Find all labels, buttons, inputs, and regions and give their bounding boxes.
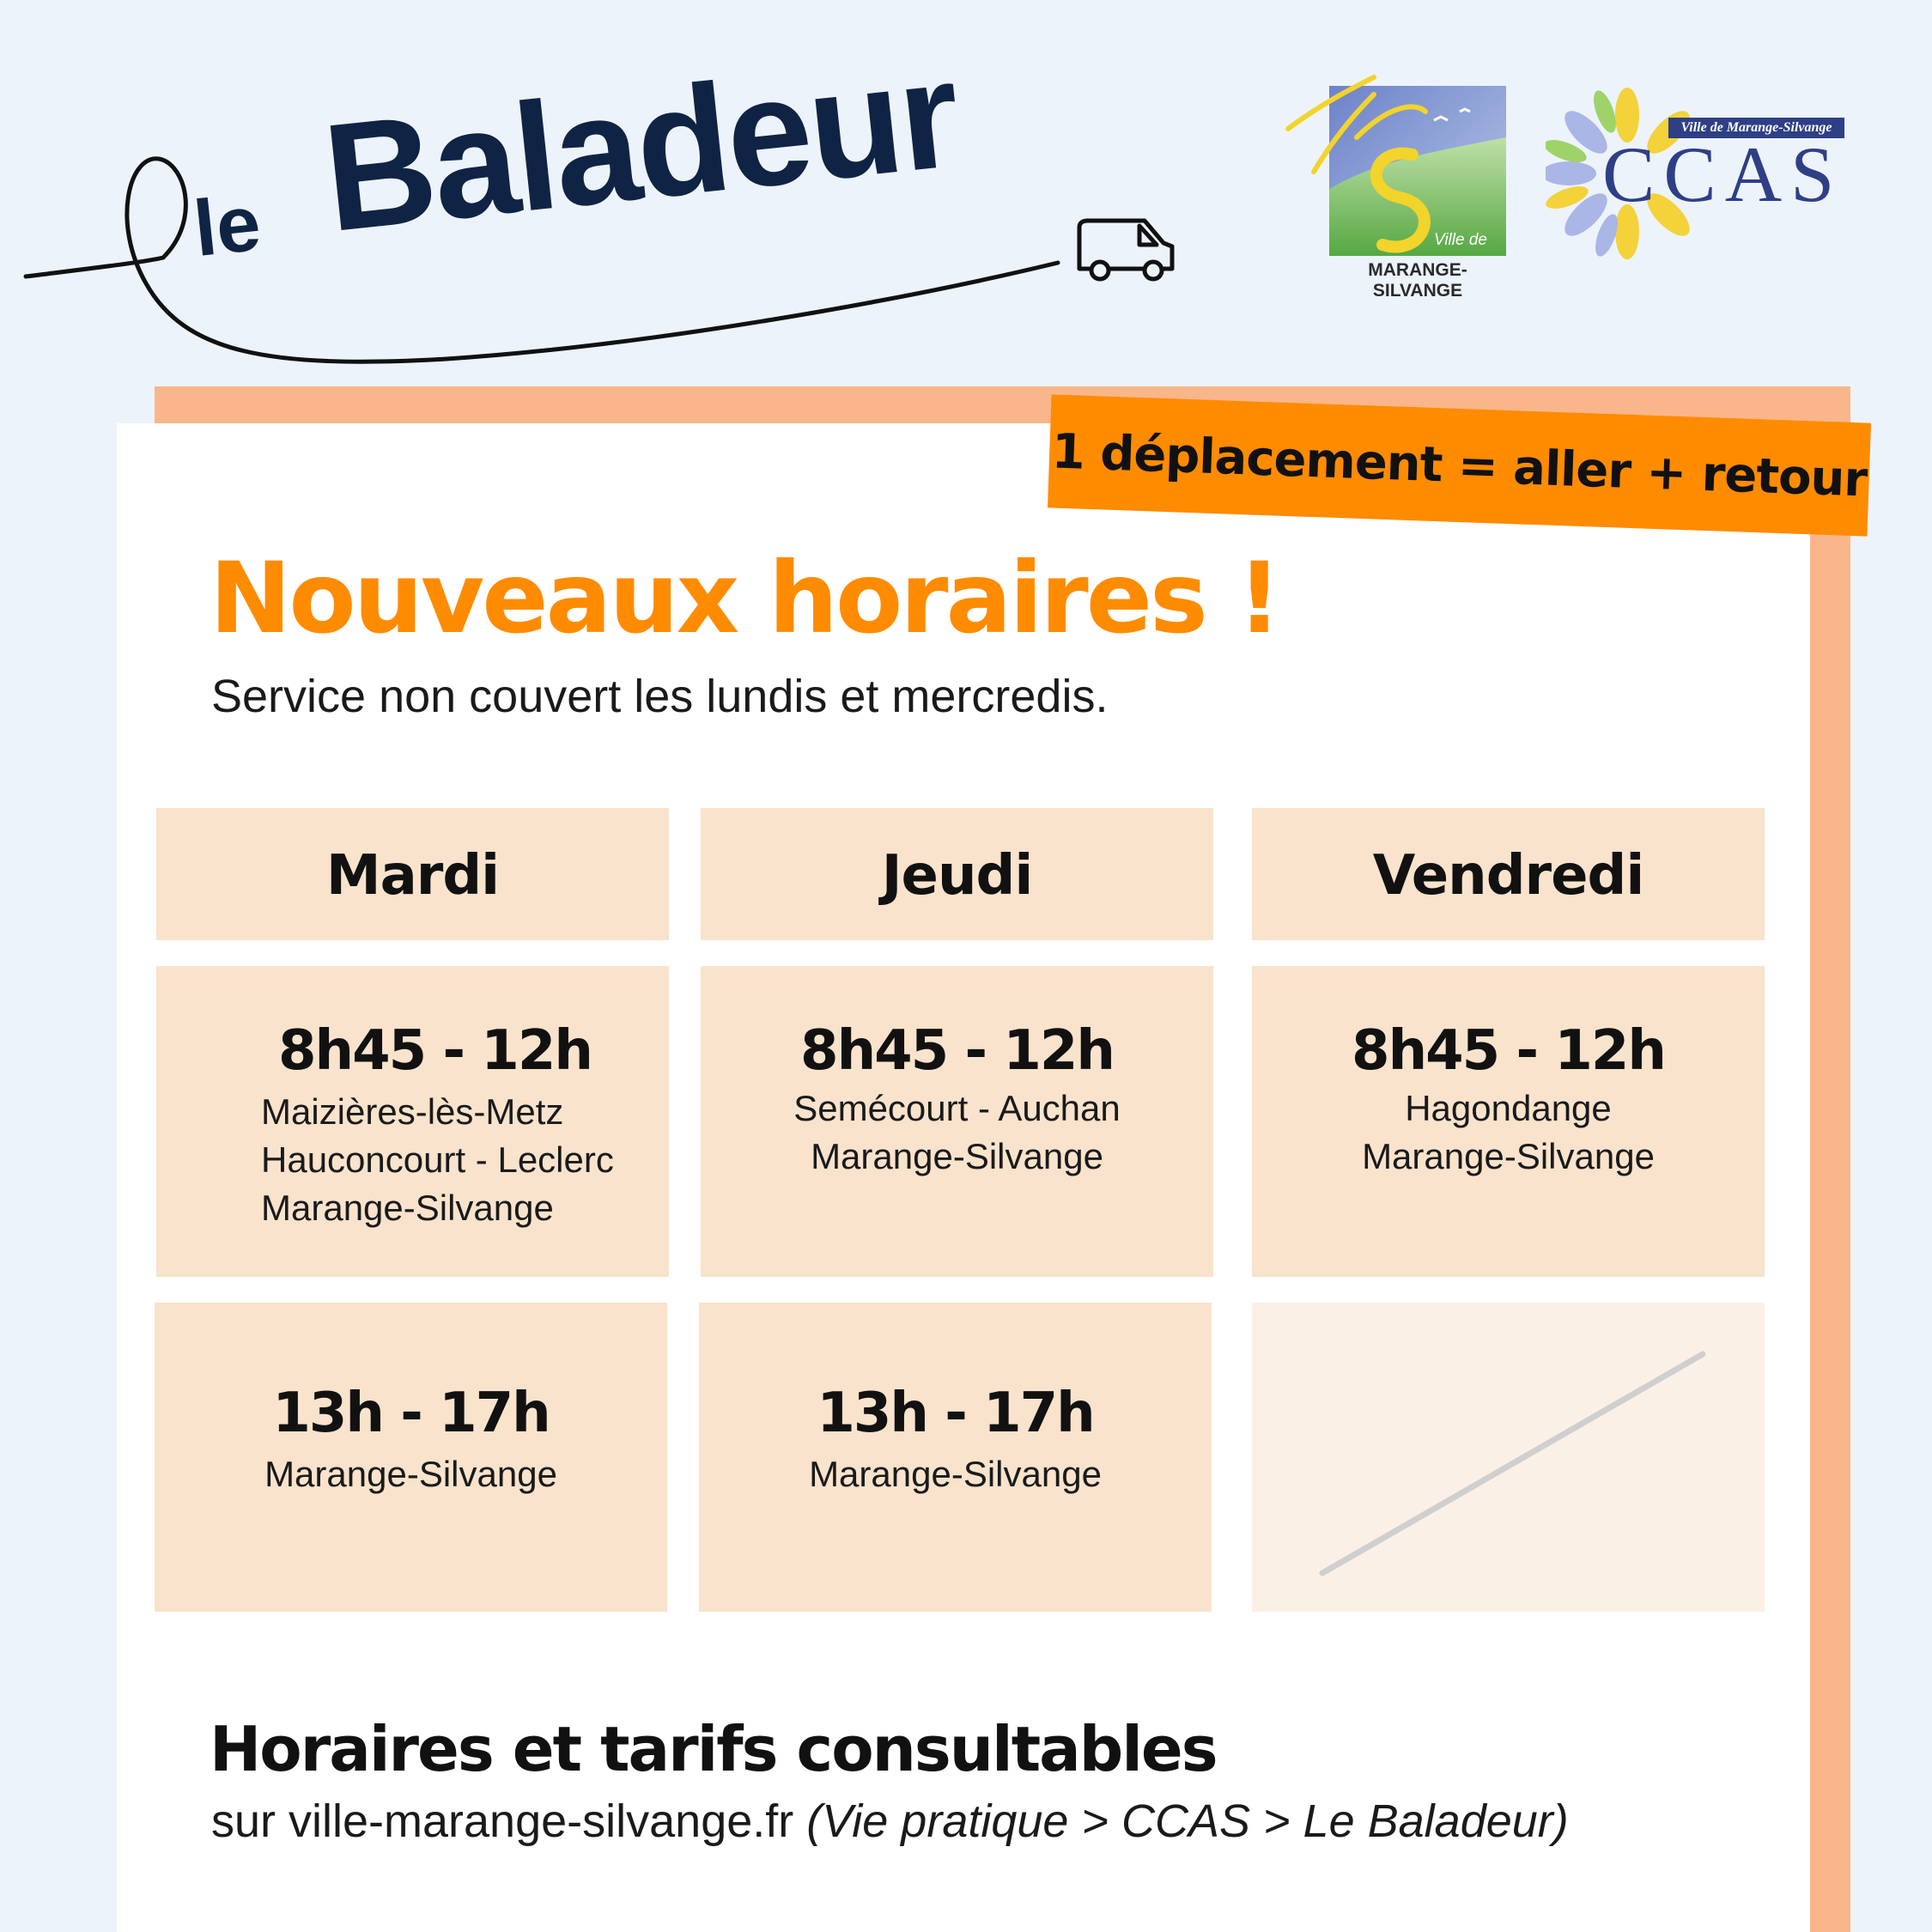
footer-path: (Vie pratique > CCAS > Le Baladeur) (806, 1795, 1569, 1847)
trip-info-text: 1 déplacement = aller + retour (1050, 422, 1868, 508)
slot-vendredi-afternoon-empty (1252, 1303, 1765, 1612)
footer-website: sur ville-marange-silvange.fr (211, 1795, 807, 1847)
service-notice: Service non couvert les lundis et mercredis. (211, 671, 1109, 722)
day-label: Vendredi (1372, 844, 1644, 908)
van-icon (1079, 221, 1172, 279)
slot-place: Marange-Silvange (811, 1136, 1103, 1176)
slot-mardi-afternoon (155, 1303, 667, 1612)
slot-place: Marange-Silvange (1362, 1136, 1655, 1176)
day-label: Jeudi (881, 844, 1033, 908)
day-header-mardi (156, 808, 669, 940)
day-header-jeudi (701, 808, 1213, 940)
slot-time: 13h - 17h (817, 1382, 1094, 1445)
slot-time: 8h45 - 12h (800, 1019, 1114, 1083)
footer-text (211, 1795, 1569, 1848)
slot-place: Semécourt - Auchan (793, 1088, 1121, 1128)
city-logo-caption-small: Ville de (1434, 231, 1487, 249)
slot-jeudi-afternoon (699, 1303, 1212, 1612)
city-logo-caption: MARANGE-SILVANGE (1368, 260, 1467, 301)
ccas-logo-banner: Ville de Marange-Silvange (1668, 118, 1844, 138)
slot-time: 8h45 - 12h (278, 1019, 592, 1083)
page-title: Baladeur (316, 27, 965, 264)
headline: Nouveaux horaires ! (210, 541, 1279, 655)
slot-time: 13h - 17h (272, 1382, 550, 1445)
slot-place: Marange-Silvange (261, 1188, 554, 1228)
slot-mardi-morning (156, 966, 669, 1277)
slot-place: Hauconcourt - Leclerc (261, 1139, 614, 1180)
no-service-strike (1252, 1303, 1765, 1612)
slot-jeudi-morning (701, 966, 1213, 1277)
slot-place: Marange-Silvange (809, 1454, 1102, 1494)
city-logo (1271, 69, 1511, 283)
slot-place: Hagondange (1405, 1088, 1612, 1128)
ccas-logo-name: CCAS (1602, 131, 1844, 218)
slot-vendredi-morning (1252, 966, 1765, 1277)
slot-time: 8h45 - 12h (1352, 1019, 1665, 1083)
slot-place: Maizières-lès-Metz (261, 1091, 564, 1132)
footer-title: Horaires et tarifs consultables (210, 1713, 1217, 1785)
day-header-vendredi (1252, 808, 1765, 940)
day-label: Mardi (325, 844, 500, 908)
slot-place: Marange-Silvange (264, 1454, 557, 1494)
title-prefix: le (190, 179, 265, 274)
